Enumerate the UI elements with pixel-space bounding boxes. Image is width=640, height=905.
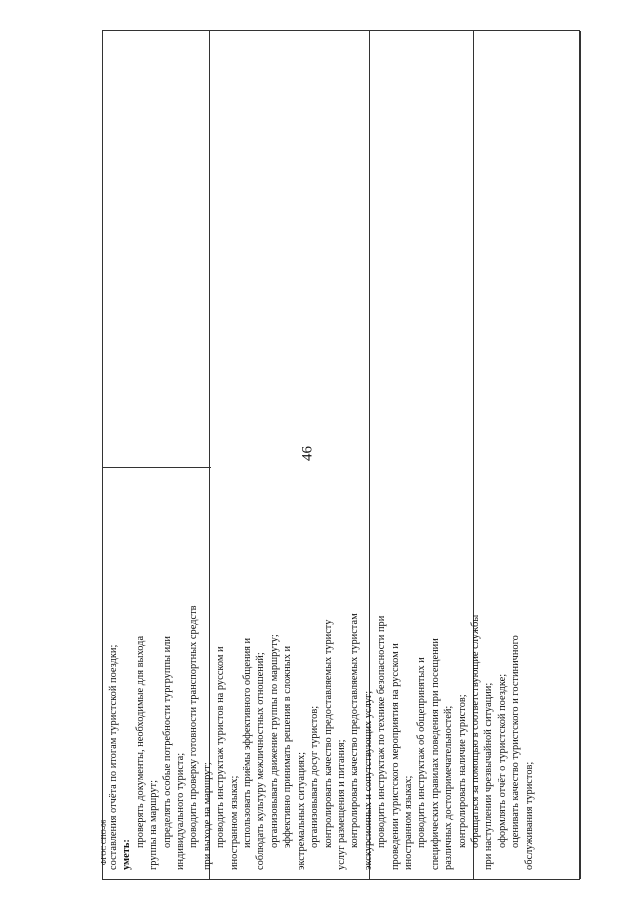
text-line: группы на маршрут;	[148, 780, 160, 870]
text-line: организовывать движение группы по маршруту;	[268, 634, 280, 848]
text-line: контролировать наличие туристов;	[456, 694, 468, 848]
text-line: при наступлении чрезвычайной ситуации;	[483, 682, 495, 870]
text-line: иностранном языках;	[402, 775, 414, 870]
text-line: специфических правилах поведения при посещении	[429, 638, 441, 870]
text-line: проверять документы, необходимые для выхода	[134, 635, 146, 848]
competence-text-cell	[105, 31, 535, 876]
text-line: проводить инструктаж по технике безопасности при	[376, 615, 388, 848]
text-line-heading: уметь:	[121, 839, 133, 870]
text-line: организовывать досуг туристов;	[309, 705, 321, 848]
text-line: различных достопримечательностей;	[443, 705, 455, 870]
text-line: иностранном языках;	[228, 775, 240, 870]
text-line: контролировать качество предоставляемых туристам	[349, 613, 361, 848]
text-line: оценивать качество туристского и гостиничного	[510, 635, 522, 848]
text-line: экскурсионных и сопутствующих услуг;	[362, 690, 374, 870]
text-line: услуг размещения и питания;	[335, 739, 347, 870]
text-line: проводить инструктаж об общепринятых и	[416, 657, 428, 848]
text-line: контролировать качество предоставляемых туристу	[322, 619, 334, 848]
footer-document-code: ФГОС СПО-06	[100, 819, 108, 865]
text-line: эффективно принимать решения в сложных и	[282, 645, 294, 848]
text-line: индивидуального туриста;	[175, 752, 187, 870]
text-line: оформлять отчёт о туристской поездке;	[496, 673, 508, 848]
curriculum-table	[102, 30, 580, 880]
text-line: обращаться за помощью в соответствующие службы	[469, 614, 481, 848]
text-line: использовать приёмы эффективного общения и	[242, 637, 254, 848]
text-line: обслуживания туристов;	[523, 761, 535, 870]
text-line: проводить инструктаж туристов на русском и	[215, 646, 227, 848]
text-line: проводить проверку готовности транспортных средств	[188, 605, 200, 848]
text-line: при выходе на маршрут;	[201, 762, 213, 870]
text-line: определять особые потребности тургруппы или	[161, 636, 173, 848]
text-line: соблюдать культуру межличностных отношений;	[255, 652, 267, 870]
page-number: 46	[299, 446, 316, 461]
text-line: составления отчёта по итогам туристской поездки;	[108, 644, 119, 870]
text-line: проведении туристского мероприятия на русском и	[389, 643, 401, 870]
column-divider	[580, 31, 581, 879]
text-line: экстремальных ситуациях;	[295, 751, 307, 870]
